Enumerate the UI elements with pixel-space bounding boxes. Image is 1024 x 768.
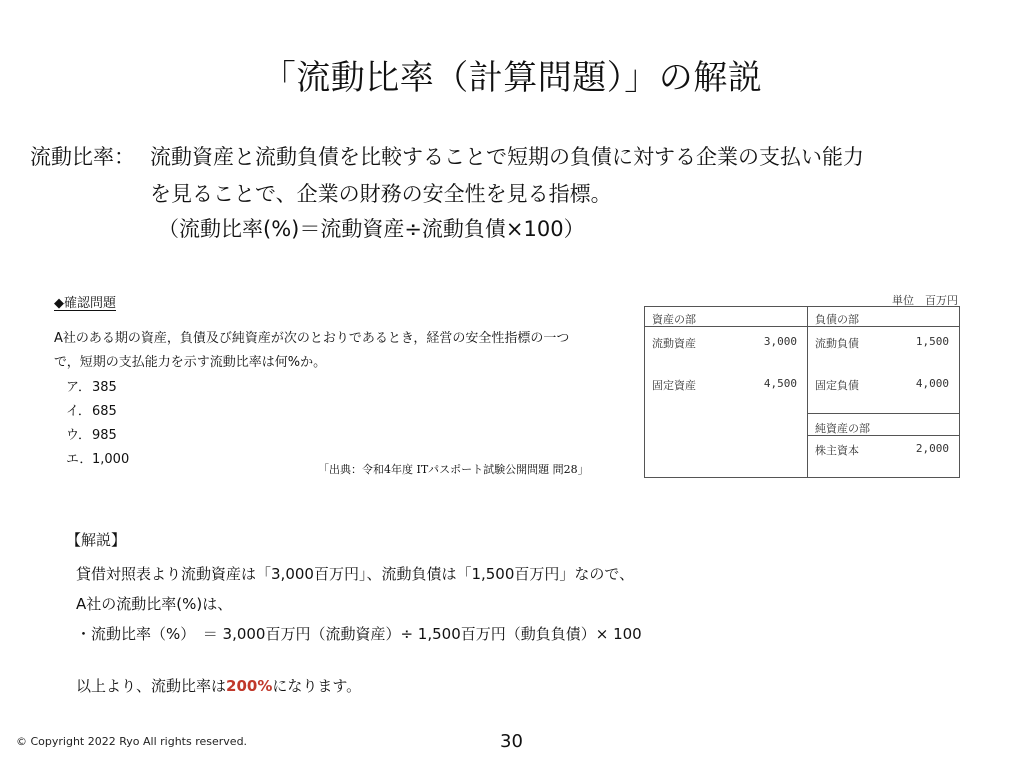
liabilities-column: [808, 307, 959, 477]
explanation-line1: 貸借対照表より流動資産は「3,000百万円」、流動負債は「1,500百万円」なので、: [76, 565, 635, 583]
choice-value: 385: [92, 380, 117, 395]
bs-label: 固定負債: [815, 379, 859, 392]
choice-u: [66, 424, 117, 443]
explanation-heading: 【解説】: [66, 531, 127, 549]
bs-value: 1,500: [915, 335, 949, 348]
assets-header: 資産の部: [645, 307, 807, 327]
bs-label: 純資産の部: [815, 422, 870, 435]
definition-formula: （流動比率(%)＝流動資産÷流動負債×100）: [158, 217, 585, 241]
bs-row-current-assets: [652, 335, 797, 351]
bs-label: 固定資産: [652, 379, 696, 392]
bs-label: 株主資本: [815, 444, 859, 457]
assets-column: [645, 307, 808, 477]
bs-label: 流動負債: [815, 337, 859, 350]
bs-row-fixed-assets: [652, 377, 797, 393]
question-source: 「出典：令和4年度 ITパスポート試験公開問題 問28」: [318, 463, 589, 476]
conclusion-answer: 200%: [226, 677, 273, 695]
balance-sheet-table: [644, 306, 960, 478]
copyright-notice: © Copyright 2022 Ryo All rights reserved.: [16, 735, 248, 748]
conclusion-suffix: になります。: [272, 677, 362, 695]
bs-label: 流動資産: [652, 337, 696, 350]
divider: [808, 435, 959, 436]
choice-value: 685: [92, 404, 117, 419]
slide-title: 「流動比率（計算問題）」の解説: [261, 58, 763, 98]
choice-key: ア．: [66, 380, 91, 395]
choice-i: [66, 400, 117, 419]
balance-sheet-unit: 単位 百万円: [892, 294, 958, 307]
conclusion-prefix: 以上より、流動比率は: [76, 677, 227, 695]
choice-value: 985: [92, 428, 117, 443]
choice-key: ウ．: [66, 428, 91, 443]
bs-value: 4,500: [763, 377, 797, 390]
bs-value: 4,000: [915, 377, 949, 390]
definition-label: 流動比率：: [30, 145, 135, 169]
explanation-line2: A社の流動比率(%)は、: [76, 595, 233, 613]
explanation-conclusion: [76, 675, 361, 696]
explanation-formula: ・流動比率（%） ＝ 3,000百万円（流動資産）÷ 1,500百万円（動負負債）× 100: [76, 625, 642, 643]
question-text-line1: A社のある期の資産，負債及び純資産が次のとおりであるとき，経営の安全性指標の一つ: [54, 331, 570, 346]
divider: [808, 413, 959, 414]
definition-text-line2: を見ることで、企業の財務の安全性を見る指標。: [150, 182, 612, 206]
choice-value: 1,000: [92, 452, 130, 467]
bs-row-current-liabilities: [815, 335, 949, 351]
bs-row-shareholders-equity: [815, 442, 949, 458]
question-heading: ◆確認問題: [54, 296, 116, 311]
bs-row-fixed-liabilities: [815, 377, 949, 393]
page-number: 30: [500, 731, 523, 752]
net-assets-header: [815, 420, 949, 436]
choice-a: [66, 376, 117, 395]
choice-e: [66, 448, 129, 467]
definition-text-line1: 流動資産と流動負債を比較することで短期の負債に対する企業の支払い能力: [150, 145, 864, 169]
liabilities-header: 負債の部: [808, 307, 959, 327]
choice-key: イ．: [66, 404, 91, 419]
bs-value: 2,000: [915, 442, 949, 455]
bs-value: 3,000: [763, 335, 797, 348]
question-text-line2: で，短期の支払能力を示す流動比率は何%か。: [54, 355, 327, 370]
choice-key: エ．: [66, 452, 93, 467]
